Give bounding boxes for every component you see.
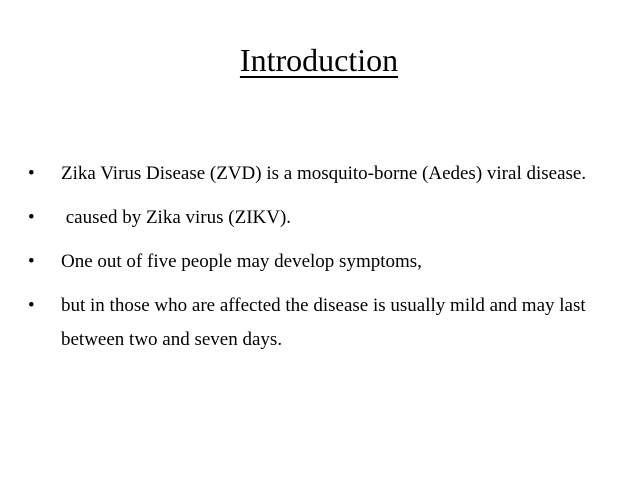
bullet-text: but in those who are affected the disease is usually mild and may last between two and seven days. bbox=[61, 295, 586, 350]
bullet-icon: • bbox=[28, 163, 35, 184]
slide-title: Introduction bbox=[239, 42, 399, 78]
bullet-list bbox=[28, 157, 598, 367]
bullet-icon: • bbox=[28, 295, 35, 316]
bullet-text: One out of five people may develop symptoms, bbox=[61, 251, 422, 272]
bullet-icon: • bbox=[28, 251, 35, 272]
bullet-icon: • bbox=[28, 207, 35, 228]
bullet-item bbox=[28, 201, 598, 235]
bullet-text: Zika Virus Disease (ZVD) is a mosquito-borne (Aedes) viral disease. bbox=[61, 163, 587, 184]
bullet-item bbox=[28, 289, 598, 357]
bullet-text: caused by Zika virus (ZIKV). bbox=[61, 207, 292, 228]
bullet-item bbox=[28, 245, 598, 279]
bullet-item bbox=[28, 157, 598, 191]
